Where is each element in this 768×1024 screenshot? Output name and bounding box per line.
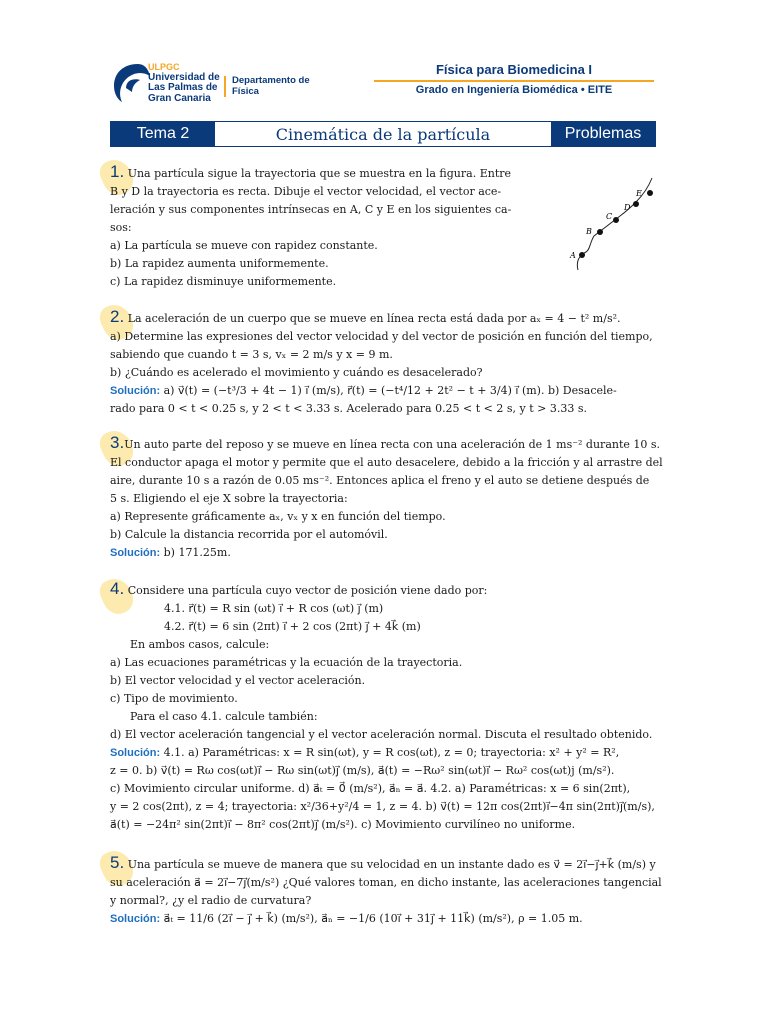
problem-line: a) Determine las expresiones del vector velocidad y del vector de posición en función del tiempo, (110, 330, 653, 343)
solution-line: c) Movimiento circular uniforme. d) a⃗ₜ = 0⃗ (m/s²), a⃗ₙ = a⃗. 4.2. a) Paramétricas: x = 6 sin(2πt), (110, 782, 631, 795)
problem-3 (110, 433, 663, 562)
label-d: D (624, 203, 631, 212)
solution-text: a⃗ₜ = 11/6 (2i⃗ − j⃗ + k⃗) (m/s²), a⃗ₙ = −1/6 (10i⃗ + 31j⃗ + 11k⃗) (m/s²), ρ = 1.05 m. (163, 912, 583, 925)
problem-line: c) La rapidez disminuye uniformemente. (110, 275, 337, 288)
solution-label: Solución: (110, 547, 161, 559)
problems-label: Problemas (551, 122, 655, 146)
problem-text: Considere una partícula cuyo vector de posición viene dado por: (127, 584, 488, 597)
problem-line: leración y sus componentes intrínsecas en A, C y E en los siguientes ca- (110, 203, 512, 216)
problem-line: B y D la trayectoria es recta. Dibuje el vector velocidad, el vector ace- (110, 185, 502, 198)
problem-line: Para el caso 4.1. calcule también: (130, 710, 318, 723)
problem-number: 4. (110, 579, 125, 598)
uni-line-2: Las Palmas de (148, 82, 218, 93)
problem-line: su aceleración a⃗ = 2i⃗−7j⃗(m/s²) ¿Qué valores toman, en dicho instante, las aceleraciones tangencial (110, 876, 662, 889)
solution-line (110, 382, 658, 400)
solution-text: b) 171.25m. (163, 546, 231, 559)
tema-label: Tema 2 (111, 122, 215, 146)
solution-line: z = 0. b) v⃗(t) = Rω cos(ωt)i⃗ − Rω sin(ωt)j⃗ (m/s), a⃗(t) = −Rω² sin(ωt)i⃗ − Rω² cos(ωt)j (m/s²). (110, 764, 615, 777)
course-subtitle: Grado en Ingeniería Biomédica • EITE (415, 84, 613, 96)
problem-line: a) La partícula se mueve con rapidez constante. (110, 239, 378, 252)
label-e: E (636, 189, 642, 198)
problem-line: b) La rapidez aumenta uniformemente. (110, 257, 329, 270)
problem-text: La aceleración de un cuerpo que se mueve en línea recta está dada por aₓ = 4 − t² m/s². (127, 312, 621, 325)
problem-line: a) Las ecuaciones paramétricas y la ecuación de la trayectoria. (110, 656, 463, 669)
problem-line: d) El vector aceleración tangencial y el vector aceleración normal. Discuta el resultado obtenido. (110, 728, 653, 741)
problem-1 (110, 163, 556, 291)
label-c: C (606, 212, 613, 221)
problem-line: sos: (110, 221, 132, 234)
problem-text: Una partícula se mueve de manera que su velocidad en un instante dado es v⃗ = 2i⃗−j⃗+k⃗ (m/s) y (127, 858, 656, 871)
problem-line: b) El vector velocidad y el vector aceleración. (110, 674, 366, 687)
solution-line: rado para 0 < t < 0.25 s, y 2 < t < 3.33 s. Acelerado para 0.25 < t < 2 s, y t > 3.33 s. (110, 402, 588, 415)
point-d (633, 201, 639, 207)
label-a: A (570, 251, 576, 260)
page-header (0, 0, 768, 110)
problem-line: 5 s. Eligiendo el eje X sobre la trayectoria: (110, 492, 348, 505)
solution-line (110, 744, 658, 762)
problem-line: c) Tipo de movimiento. (110, 692, 238, 705)
ulpgc-label: ULPGC (148, 62, 180, 72)
point-b (597, 229, 603, 235)
case-line: 4.2. r⃗(t) = 6 sin (2πt) i⃗ + 2 cos (2πt) j⃗ + 4k⃗ (m) (164, 620, 421, 633)
point-e (647, 190, 653, 196)
point-a (579, 252, 585, 258)
problem-line: a) Represente gráficamente aₓ, vₓ y x en función del tiempo. (110, 510, 446, 523)
solution-line (110, 544, 658, 562)
problem-line: En ambos casos, calcule: (130, 638, 270, 651)
problem-text: Una partícula sigue la trayectoria que se muestra en la figura. Entre (127, 167, 512, 180)
solution-label: Solución: (110, 913, 161, 925)
university-name (148, 62, 220, 104)
course-divider (374, 80, 654, 82)
dept-line-1: Departamento de (232, 75, 310, 86)
problem-5 (110, 853, 662, 928)
problem-line: b) Calcule la distancia recorrida por el automóvil. (110, 528, 388, 541)
solution-line: y = 2 cos(2πt), z = 4; trayectoria: x²/36+y²/4 = 1, z = 4. b) v⃗(t) = 12π cos(2πt)i⃗−4π sin(2πt)j⃗(m/s), (110, 800, 655, 813)
dept-line-2: Física (232, 85, 259, 97)
solution-line: a⃗(t) = −24π² sin(2πt)i⃗ − 8π² cos(2πt)j⃗ (m/s²). c) Movimiento curvilíneo no uniforme. (110, 818, 576, 831)
problem-number: 5. (110, 853, 125, 872)
problem-line: El conductor apaga el motor y permite que el auto desacelere, debido a la fricción y al arrastre del (110, 456, 663, 469)
problem-4 (110, 580, 658, 834)
problem-number: 2. (110, 307, 125, 326)
solution-label: Solución: (110, 747, 161, 759)
problem-line: sabiendo que cuando t = 3 s, vₓ = 2 m/s y x = 9 m. (110, 348, 393, 361)
uni-line-3: Gran Canaria (148, 92, 211, 104)
uni-line-1: Universidad de (148, 71, 220, 83)
label-b: B (586, 227, 592, 236)
topic-title: Cinemática de la partícula (275, 124, 491, 144)
problem-number: 1. (110, 162, 125, 181)
case-line: 4.1. r⃗(t) = R sin (ωt) i⃗ + R cos (ωt) j⃗ (m) (164, 602, 384, 615)
problem-line: b) ¿Cuándo es acelerado el movimiento y cuándo es desacelerado? (110, 366, 483, 379)
problem-line (110, 163, 556, 183)
problem-line (110, 854, 658, 874)
solution-text: a) v⃗(t) = (−t³/3 + 4t − 1) i⃗ (m/s), r⃗(t) = (−t⁴/12 + 2t² − t + 3/4) i⃗ (m). b) Desacele- (163, 384, 617, 397)
topic-banner (110, 121, 656, 147)
problem-line: y normal?, ¿y el radio de curvatura? (110, 894, 312, 907)
problem-number: 3. (110, 433, 125, 452)
point-c (613, 217, 619, 223)
problem-line (110, 433, 661, 454)
solution-label: Solución: (110, 385, 161, 397)
problem-line (110, 580, 658, 600)
problem-2 (110, 308, 658, 418)
course-title: Física para Biomedicina I (435, 62, 593, 77)
solution-text: 4.1. a) Paramétricas: x = R sin(ωt), y = R cos(ωt), z = 0; trayectoria: x² + y² = R², (163, 746, 620, 759)
solution-line (110, 910, 658, 928)
department-name (224, 76, 310, 97)
problem-line (110, 308, 658, 328)
problem-line: aire, durante 10 s a razón de 0.05 ms⁻². Entonces aplica el freno y el auto se detiene después de (110, 474, 650, 487)
trajectory-figure (566, 172, 660, 272)
problem-text: Un auto parte del reposo y se mueve en línea recta con una aceleración de 1 ms⁻² durante 10 s. (124, 438, 661, 451)
